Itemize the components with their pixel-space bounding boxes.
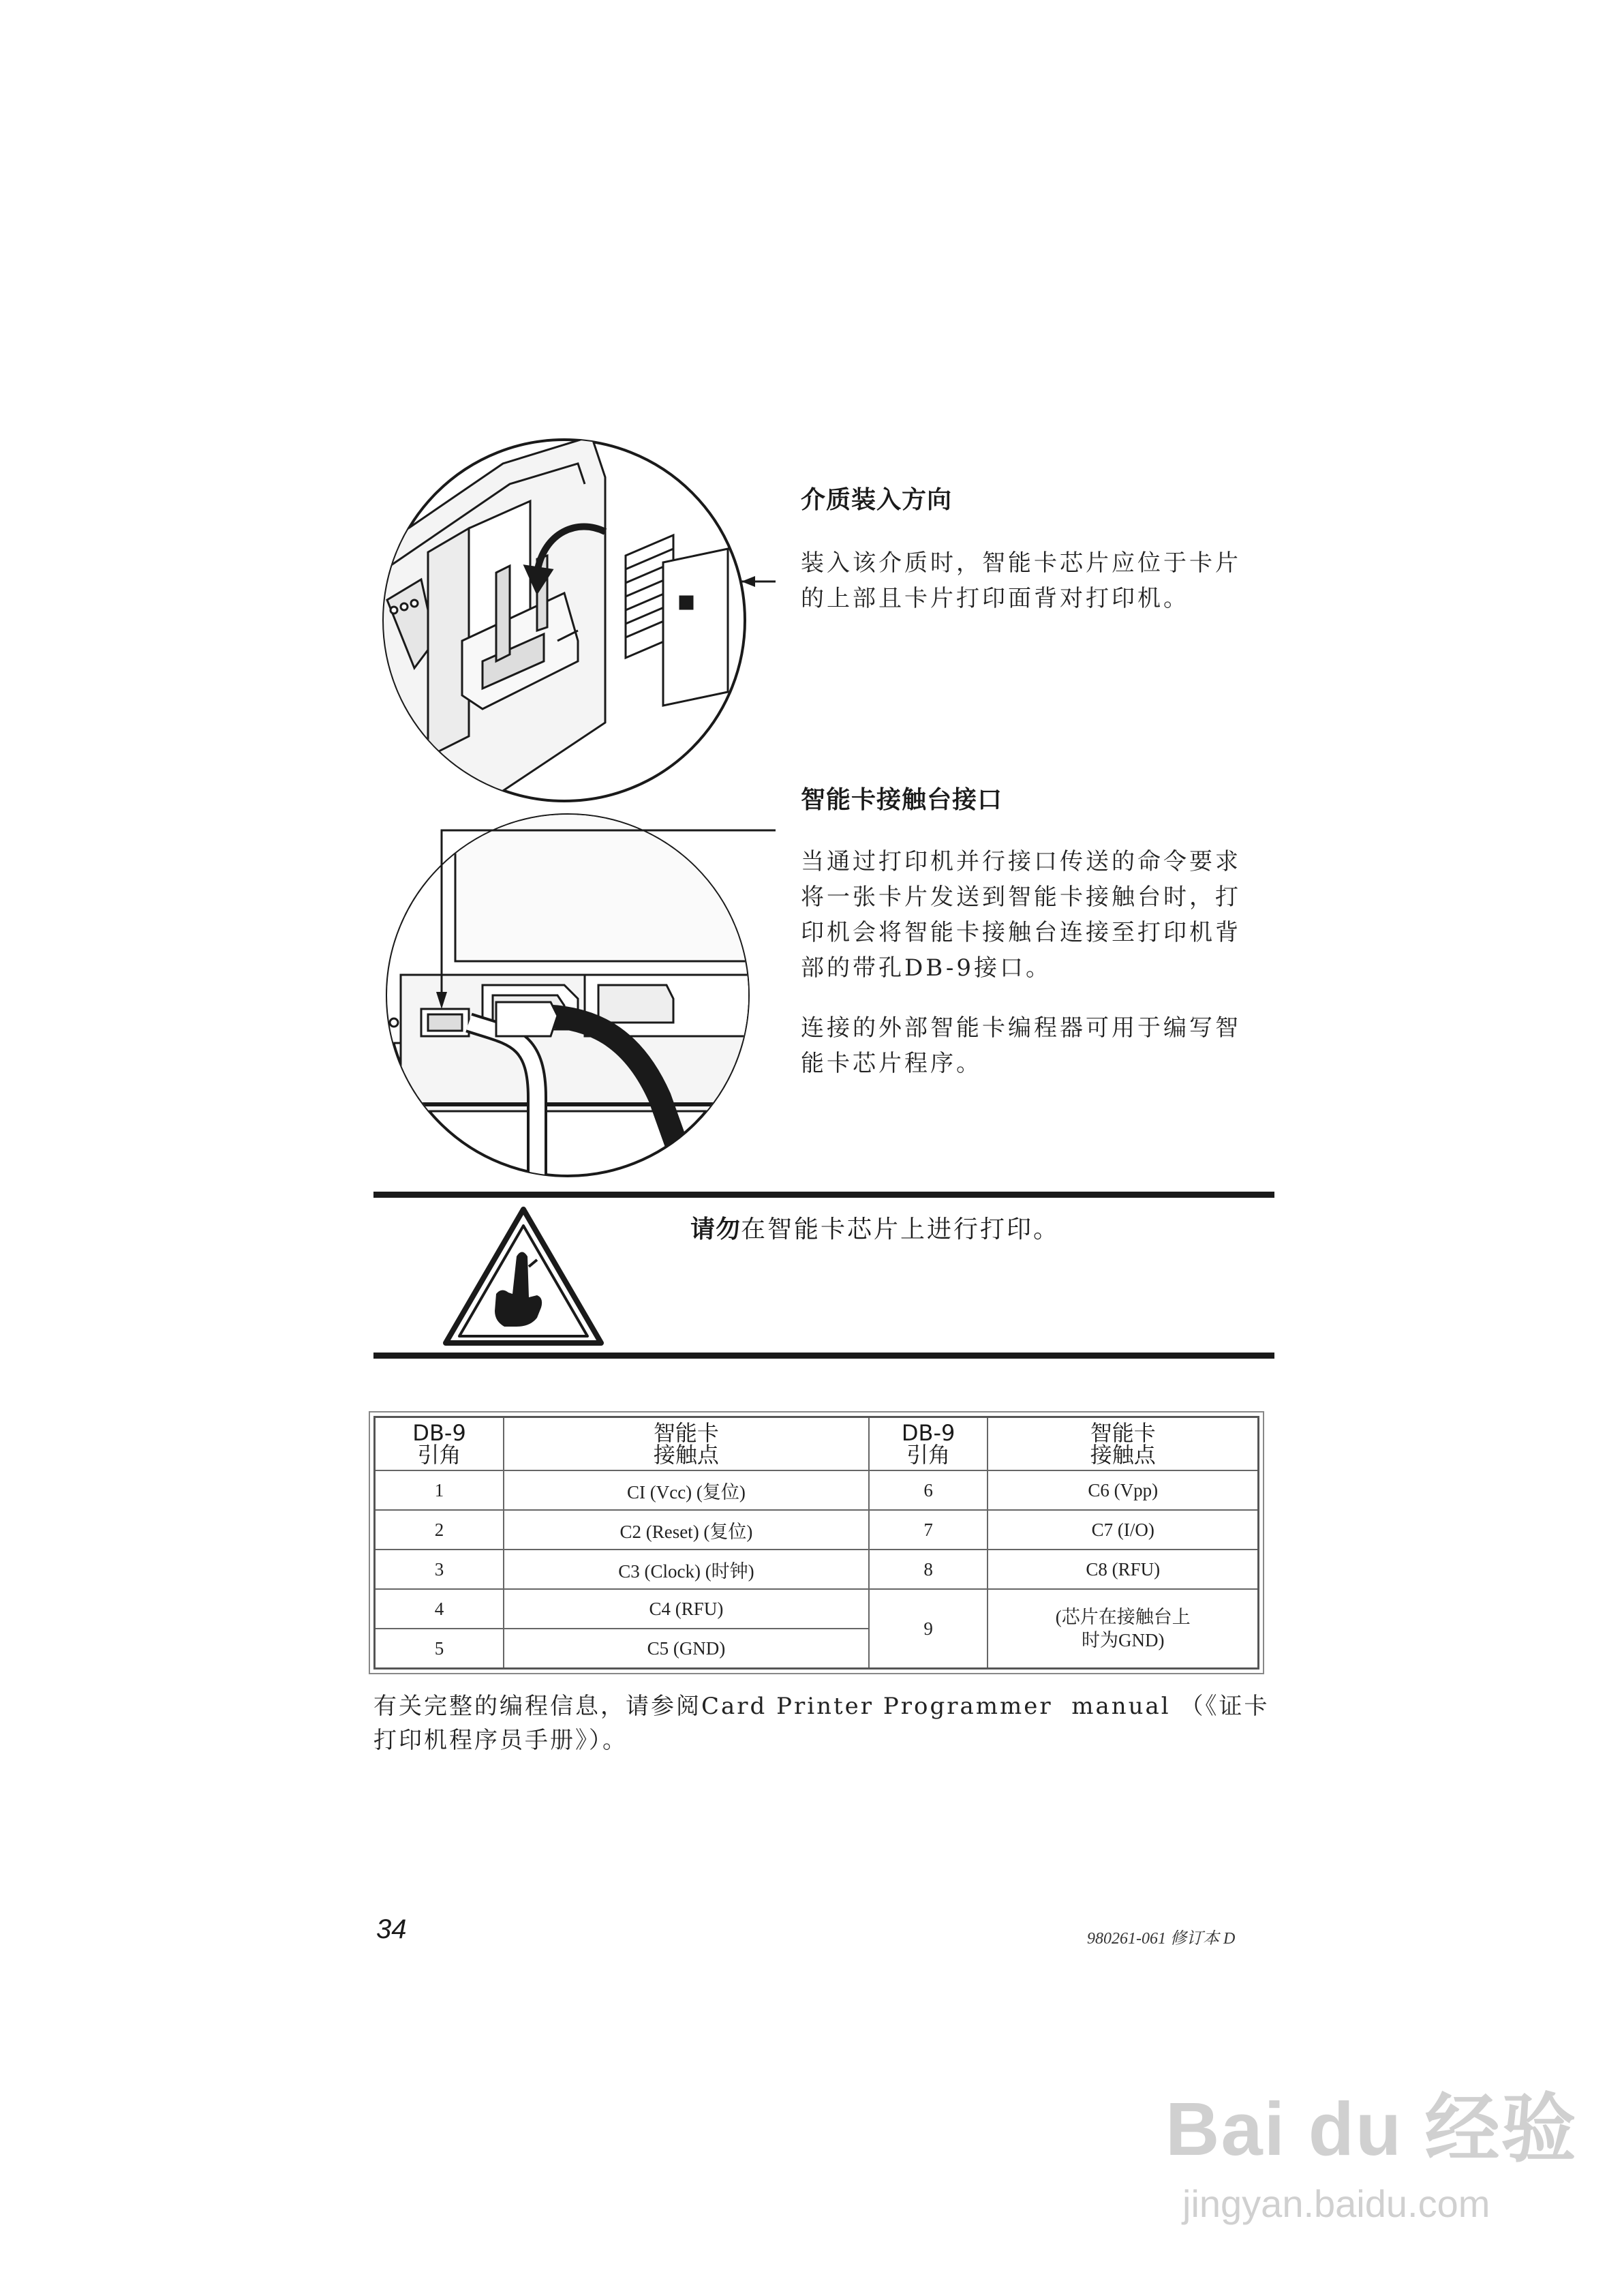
warning-text: 在智能卡芯片上进行打印。 — [741, 1215, 1060, 1243]
pin-table — [373, 1416, 1259, 1670]
contact-station-illustration — [373, 811, 782, 1193]
table-cell: C6 (Vpp) — [988, 1470, 1258, 1510]
text-line: 有关完整的编程信息，请参阅Card Printer Programmer manual （《证卡 — [373, 1693, 1270, 1720]
page-number: 34 — [376, 1914, 407, 1944]
text-line: 连接的外部智能卡编程器可用于编写智 — [801, 1014, 1241, 1042]
header-smartcard-contact: 智能卡 接触点 — [504, 1417, 869, 1471]
media-loading-title: 介质装入方向 — [801, 486, 953, 514]
table-cell: 2 — [375, 1510, 504, 1550]
text-line: 将一张卡片发送到智能卡接触台时，打 — [801, 883, 1241, 911]
table-cell: 8 — [869, 1550, 988, 1589]
contact-station-text — [801, 844, 1278, 1081]
text-line: 印机会将智能卡接触台连接至打印机背 — [801, 919, 1241, 946]
table-row — [375, 1589, 1259, 1629]
programming-reference-note — [373, 1689, 1280, 1757]
table-cell: 3 — [375, 1550, 504, 1589]
table-cell: C5 (GND) — [504, 1629, 869, 1669]
table-cell: C3 (Clock) (时钟) — [504, 1550, 869, 1589]
table-cell: C4 (RFU) — [504, 1589, 869, 1629]
text-line: 能卡芯片程序。 — [801, 1050, 982, 1077]
table-header-row — [375, 1417, 1259, 1471]
header-db9-pin: DB-9 引角 — [375, 1417, 504, 1471]
table-cell: 7 — [869, 1510, 988, 1550]
contact-station-title: 智能卡接触台接口 — [801, 786, 1003, 814]
table-cell: 5 — [375, 1629, 504, 1669]
document-revision: 980261-061 修订本 D — [1087, 1930, 1236, 1948]
watermark-url: jingyan.baidu.com — [1182, 2182, 1490, 2225]
table-cell: C2 (Reset) (复位) — [504, 1510, 869, 1550]
text-line: 部的带孔DB-9接口。 — [801, 954, 1052, 982]
header-smartcard-contact: 智能卡 接触点 — [988, 1417, 1258, 1471]
table-row — [375, 1550, 1259, 1589]
text-line: 打印机程序员手册》）。 — [373, 1727, 628, 1754]
media-loading-illustration — [373, 436, 782, 818]
table-cell: 4 — [375, 1589, 504, 1629]
text-line: 当通过打印机并行接口传送的命令要求 — [801, 848, 1241, 875]
warning-top-rule — [373, 1192, 1274, 1198]
table-cell: C7 (I/O) — [988, 1510, 1258, 1550]
watermark-logo: Bai du 经验 — [1165, 2087, 1578, 2171]
warning-message — [690, 1210, 1060, 1245]
text-line: 装入该介质时，智能卡芯片应位于卡片 — [801, 549, 1241, 577]
table-cell: CI (Vcc) (复位) — [504, 1470, 869, 1510]
warning-bold: 请勿 — [690, 1215, 741, 1243]
table-cell: 9 — [869, 1589, 988, 1669]
header-db9-pin: DB-9 引角 — [869, 1417, 988, 1471]
table-cell: 1 — [375, 1470, 504, 1510]
table-cell: C8 (RFU) — [988, 1550, 1258, 1589]
warning-bottom-rule — [373, 1353, 1274, 1359]
text-line: 的上部且卡片打印面背对打印机。 — [801, 585, 1189, 612]
media-loading-text — [801, 545, 1278, 616]
table-row — [375, 1510, 1259, 1550]
table-cell: 6 — [869, 1470, 988, 1510]
table-row — [375, 1470, 1259, 1510]
caution-hand-icon — [442, 1205, 605, 1348]
table-cell-merged: (芯片在接触台上 时为GND) — [988, 1589, 1258, 1669]
